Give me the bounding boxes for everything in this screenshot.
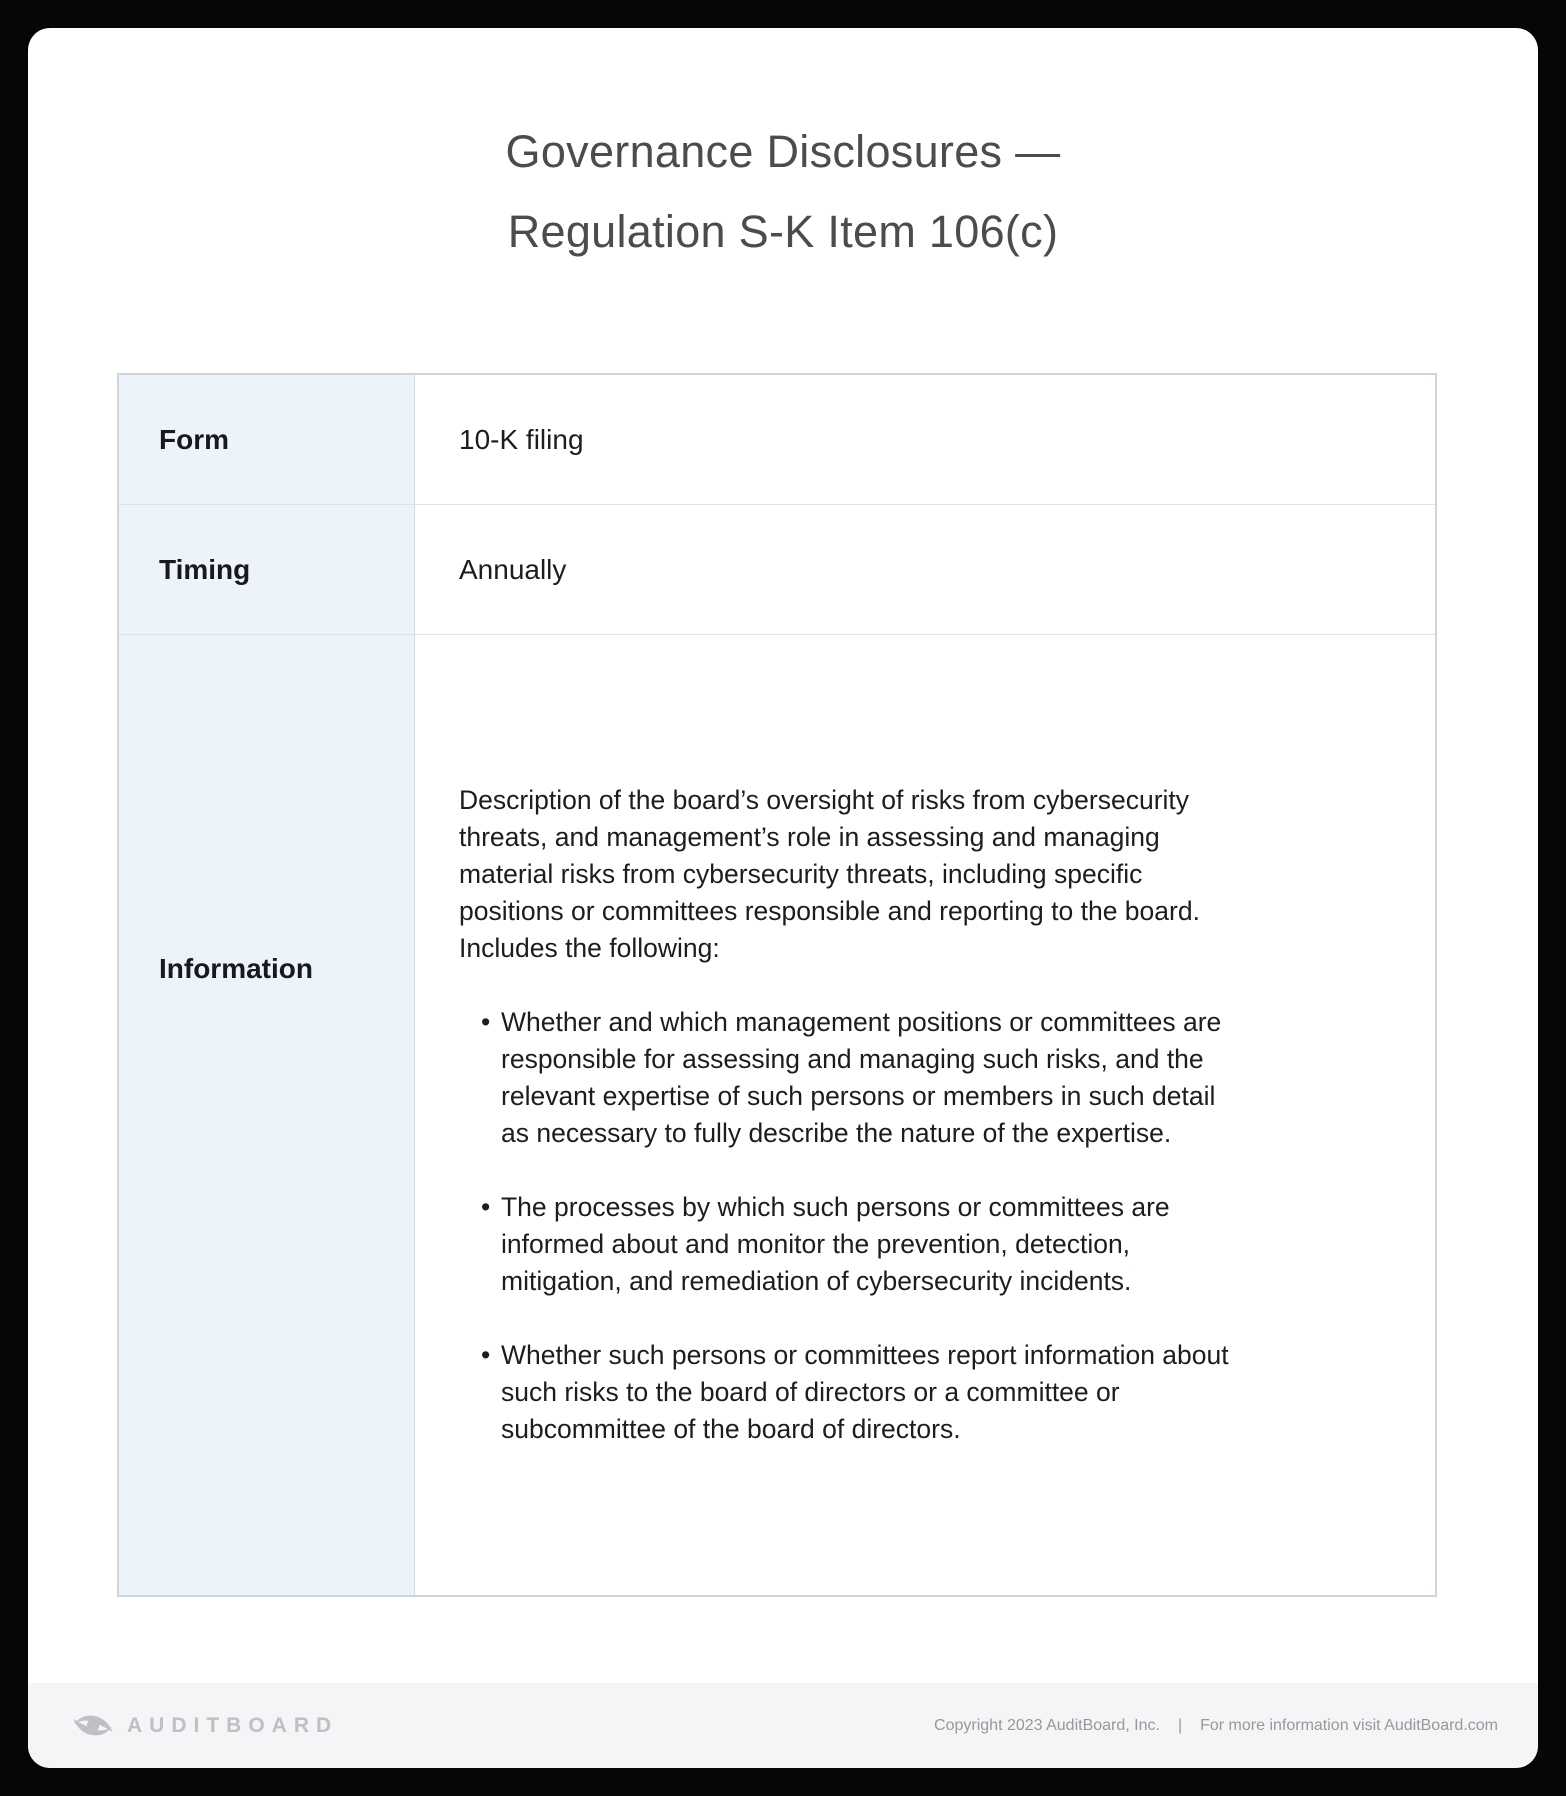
auditboard-wordmark: AUDITBOARD (127, 1713, 339, 1737)
footer-separator: | (1177, 1716, 1183, 1734)
bullet-text: Whether and which management positions or committees are responsible for assessing and managing such risks, and the relevant expertise of such persons or members in such detail as necessary to fully describe the nature of the expertise. (501, 1007, 1222, 1148)
footer (28, 1683, 1538, 1768)
auditboard-logo (72, 1710, 338, 1741)
footer-meta (934, 1717, 1498, 1735)
bullet-icon: • (481, 1340, 491, 1370)
bullet-item (459, 1337, 1243, 1448)
row-value-form: 10-K filing (459, 423, 584, 455)
row-label-form: Form (119, 375, 415, 504)
disclosure-table (117, 373, 1437, 1597)
bullet-icon: • (481, 1007, 491, 1037)
bullet-item (459, 1004, 1243, 1152)
row-value-information (415, 634, 1435, 1595)
information-intro: Description of the board’s oversight of risks from cybersecurity threats, and management’s role in assessing and managing material risks from cybersecurity threats, including specific positions or committees responsible and reporting to the board. Includes the following: (459, 785, 1200, 963)
page-title-line-2: Regulation S-K Item 106(c) (507, 206, 1059, 257)
bullet-text: Whether such persons or committees report information about such risks to the board of directors or a committee or subcommittee of the board of directors. (501, 1340, 1229, 1444)
auditboard-mark-icon (72, 1710, 114, 1741)
bullet-item (459, 1189, 1243, 1300)
row-value-timing: Annually (415, 504, 1435, 634)
bullet-icon: • (481, 1192, 491, 1222)
information-bullet-list (459, 1004, 1243, 1448)
row-label-information: Information (119, 634, 415, 1595)
document-card (28, 28, 1538, 1768)
page-title-line-1: Governance Disclosures — (505, 126, 1061, 177)
row-label-timing: Timing (119, 504, 415, 634)
footer-info-text: For more information visit AuditBoard.com (1200, 1716, 1498, 1734)
bullet-text: The processes by which such persons or committees are informed about and monitor the prevention, detection, mitigation, and remediation of cybersecurity incidents. (501, 1192, 1170, 1296)
page-title (28, 28, 1538, 272)
copyright-text: Copyright 2023 AuditBoard, Inc. (934, 1716, 1160, 1734)
